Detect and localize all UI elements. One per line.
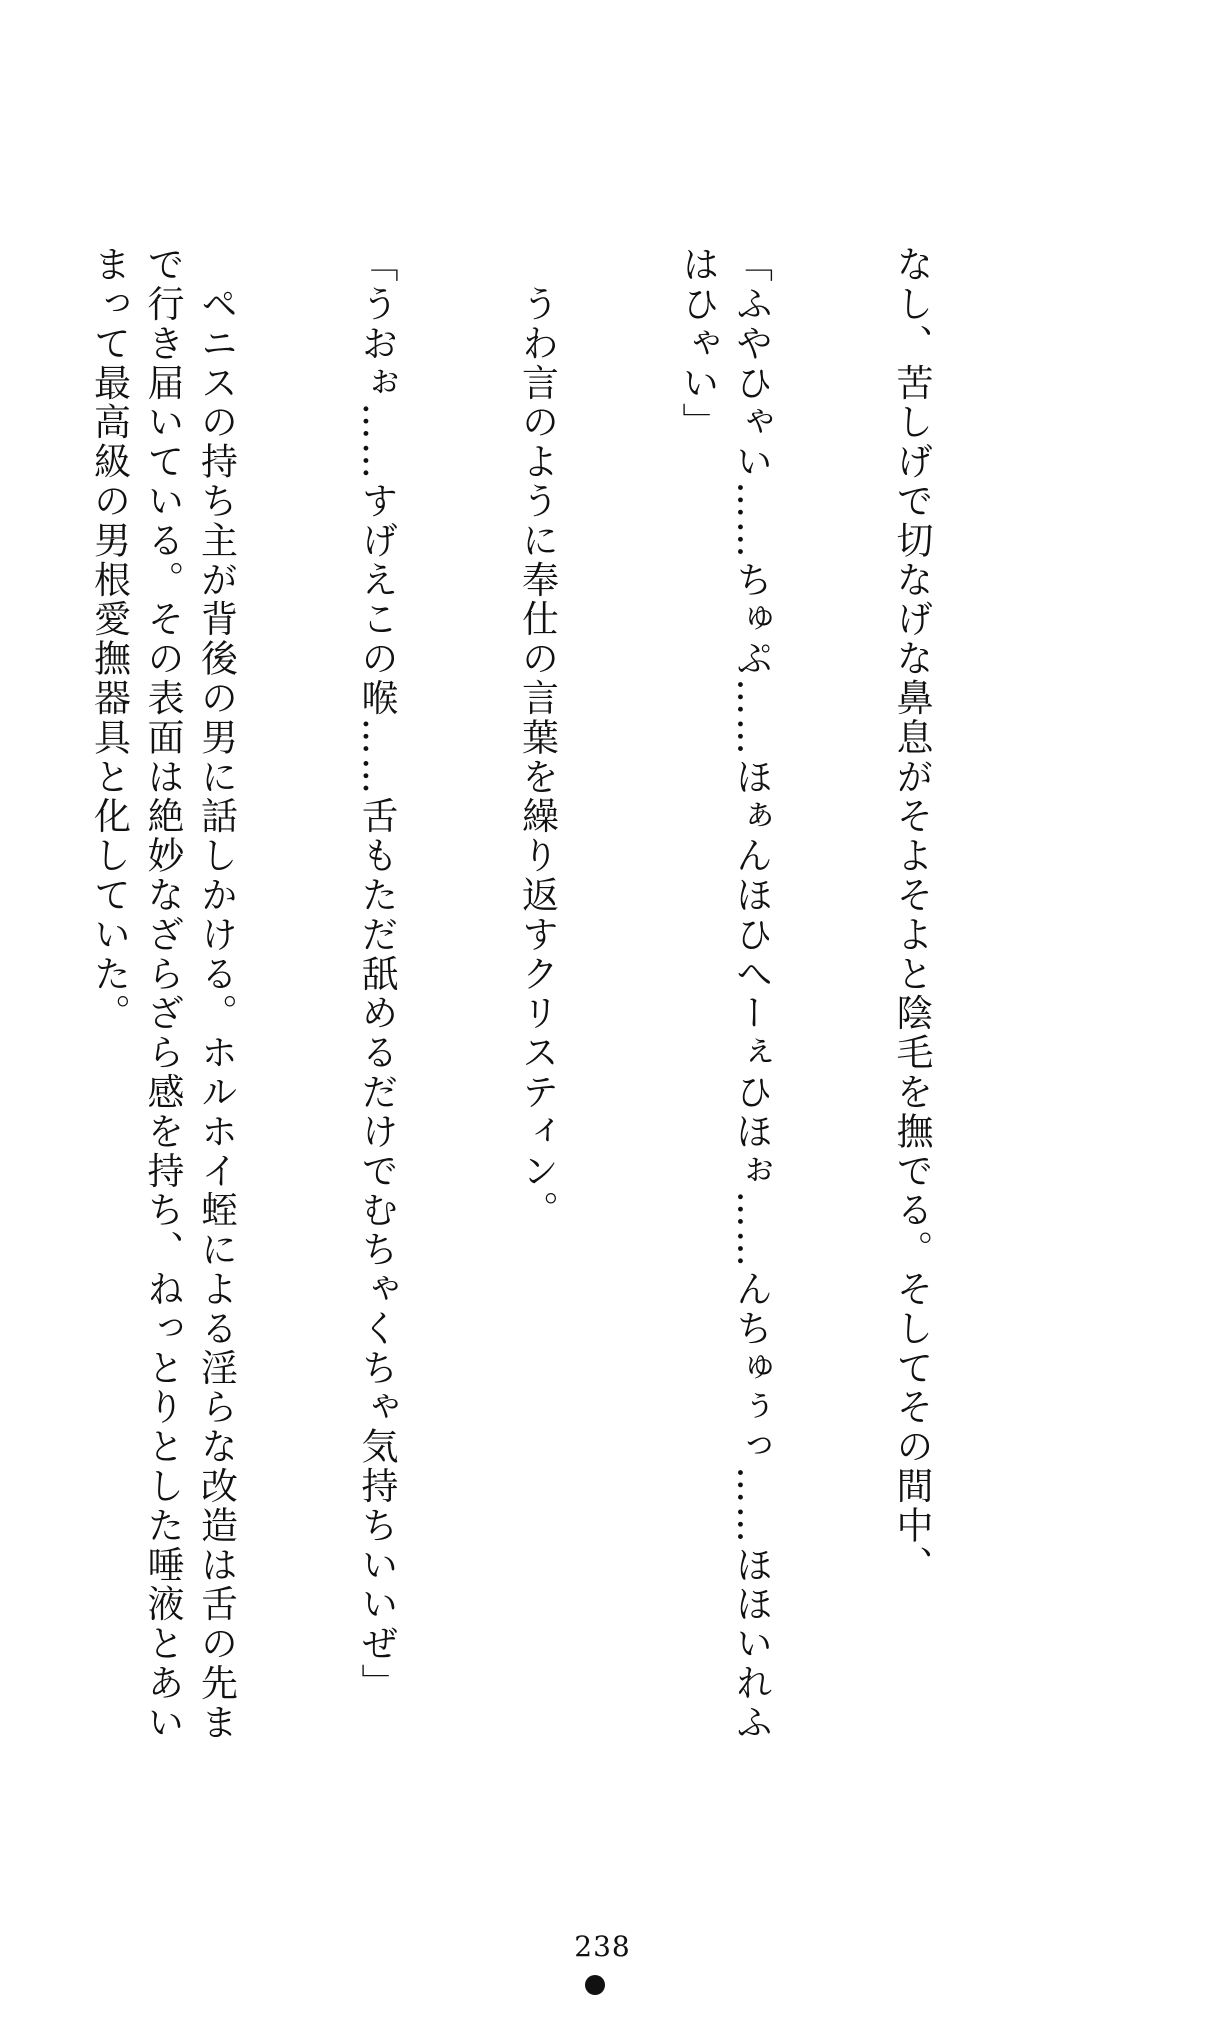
page-marker-dot-icon: [585, 1975, 605, 1995]
paragraph: 「うおぉ……すげえこの喉……舌もただ舐めるだけでむちゃくちゃ気持ちいいぜ」: [355, 245, 398, 1703]
vertical-text-body: [45, 245, 1045, 1745]
page-number: 238: [574, 1930, 631, 1963]
paragraph: 「ふやひゃい……ちゅぷ……ほぁんほひへーぇひほぉ……んちゅぅっ……ほほいれふはひゃい」: [676, 245, 773, 1743]
paragraph: うわ言のように奉仕の言葉を繰り返すクリスティン。: [515, 245, 559, 1230]
paragraph: ペニスの持ち主が背後の男に話しかける。ホルホイ蛭による淫らな改造は舌の先まで行き届いている。その表面は絶妙なざらざら感を持ち、ねっとりとした唾液とあいまって最高級の男根愛撫器具と化していた。: [87, 245, 238, 1743]
paragraph: なし、苦しげで切なげな鼻息がそよそよと陰毛を撫でる。そしてその間中、: [890, 245, 933, 1585]
